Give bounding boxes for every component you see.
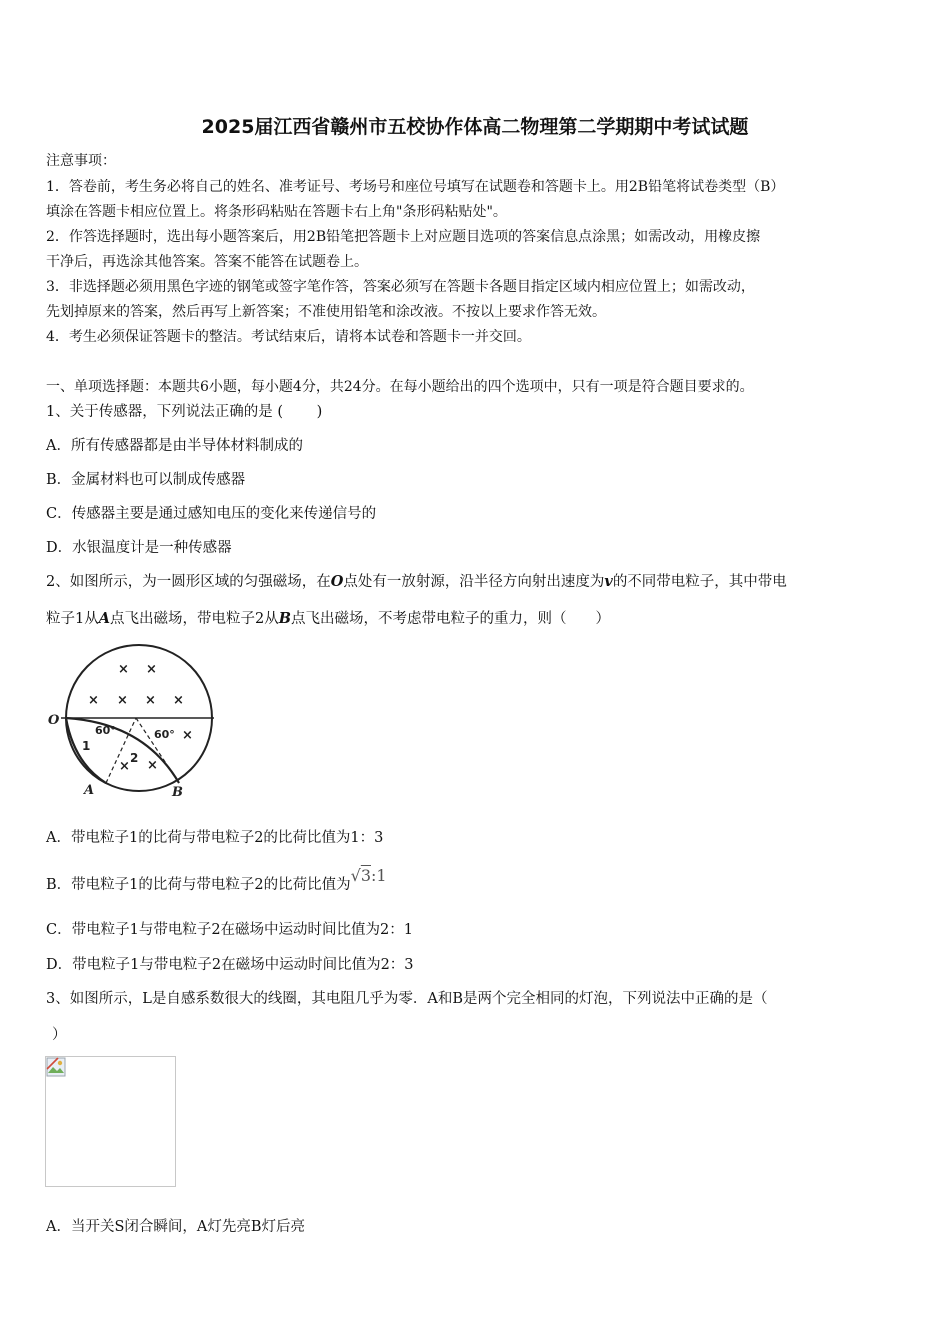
q2-stem-line-1 [46, 572, 787, 592]
q2-stem-text: 的不同带电粒子，其中带电 [612, 574, 787, 590]
q2-point-b: B [278, 610, 291, 627]
q2-option-c: C．带电粒子1与带电粒子2在磁场中运动时间比值为2：1 [46, 922, 413, 938]
sqrt-ratio: :1 [371, 866, 387, 885]
angle-label-1: 60° [95, 724, 116, 737]
field-cross: × [117, 693, 128, 708]
label-particle-2: 2 [130, 751, 139, 765]
q3-circuit-image-placeholder [45, 1056, 176, 1187]
q1-option-c: C．传感器主要是通过感知电压的变化来传递信号的 [46, 506, 377, 522]
q1-option-a: A．所有传感器都是由半导体材料制成的 [46, 438, 303, 454]
notice-line-7: 4．考生必须保证答题卡的整洁。考试结束后，请将本试卷和答题卡一并交回。 [46, 329, 531, 345]
q2-velocity: v [604, 573, 613, 590]
field-cross: × [173, 693, 184, 708]
notice-line-1: 1．答卷前，考生务必将自己的姓名、准考证号、考场号和座位号填写在试题卷和答题卡上。用2B铅笔将试卷类型（B） [46, 179, 785, 195]
q2-stem-text: 粒子1从 [46, 611, 99, 627]
notice-line-4: 干净后，再选涂其他答案。答案不能答在试题卷上。 [46, 254, 368, 270]
q2-stem-text: 点处有一放射源，沿半径方向射出速度为 [343, 574, 605, 590]
q2-stem-text: 点飞出磁场，带电粒子2从 [110, 611, 279, 627]
angle-label-2: 60° [154, 728, 175, 741]
field-cross: × [145, 693, 156, 708]
field-cross: × [146, 662, 157, 677]
notice-line-3: 2．作答选择题时，选出每小题答案后，用2B铅笔把答题卡上对应题目选项的答案信息点涂黑；如需改动，用橡皮擦 [46, 229, 761, 245]
magnetic-field-figure [44, 638, 219, 800]
page-title: 2025届江西省赣州市五校协作体高二物理第二学期期中考试试题 [201, 116, 749, 138]
section-heading: 一、单项选择题：本题共6小题，每小题4分，共24分。在每小题给出的四个选项中，只有一项是符合题目要求的。 [46, 379, 754, 395]
q3-stem-line-2: ） [52, 1027, 67, 1043]
q2-option-a: A．带电粒子1的比荷与带电粒子2的比荷比值为1：3 [46, 830, 384, 846]
q1-stem: 1、关于传感器，下列说法正确的是 ( ) [46, 404, 323, 420]
q2-option-b [46, 866, 387, 895]
q3-option-a: A．当开关S闭合瞬间，A灯先亮B灯后亮 [46, 1219, 306, 1235]
q1-option-d: D．水银温度计是一种传感器 [46, 540, 232, 556]
field-cross: × [119, 759, 130, 774]
label-b: B [172, 785, 183, 800]
q2-stem-text: 2、如图所示，为一圆形区域的匀强磁场，在 [46, 574, 331, 590]
field-cross: × [182, 728, 193, 743]
q2-option-d: D．带电粒子1与带电粒子2在磁场中运动时间比值为2：3 [46, 957, 414, 973]
q1-option-b: B．金属材料也可以制成传感器 [46, 472, 246, 488]
label-o: O [48, 713, 60, 728]
q2-point-o: O [330, 573, 344, 590]
notice-line-6: 先划掉原来的答案，然后再写上新答案；不准使用铅笔和涂改液。不按以上要求作答无效。 [46, 304, 606, 320]
sqrt-math: √3:1 [350, 866, 387, 885]
q2-stem-text: 点飞出磁场，不考虑带电粒子的重力，则（ ） [291, 611, 610, 627]
label-particle-1: 1 [82, 739, 91, 753]
q2-option-b-text: B．带电粒子1的比荷与带电粒子2的比荷比值为 [46, 877, 351, 893]
field-cross: × [118, 662, 129, 677]
notice-line-5: 3．非选择题必须用黑色字迹的钢笔或签字笔作答，答案必须写在答题卡各题目指定区域内相应位置上；如需改动， [46, 279, 755, 295]
q2-stem-line-2 [46, 609, 610, 629]
q3-stem-line-1: 3、如图所示，L是自感系数很大的线圈，其电阻几乎为零．A和B是两个完全相同的灯泡，下列说法中正确的是（ [46, 991, 768, 1007]
label-a: A [84, 783, 95, 798]
field-cross: × [147, 758, 158, 773]
notice-heading: 注意事项： [46, 153, 116, 169]
sqrt-radicand: 3 [360, 866, 371, 885]
broken-image-icon [46, 1057, 66, 1077]
notice-line-2: 填涂在答题卡相应位置上。将条形码粘贴在答题卡右上角"条形码粘贴处"。 [46, 204, 507, 220]
field-cross: × [88, 693, 99, 708]
q2-point-a: A [98, 610, 110, 627]
